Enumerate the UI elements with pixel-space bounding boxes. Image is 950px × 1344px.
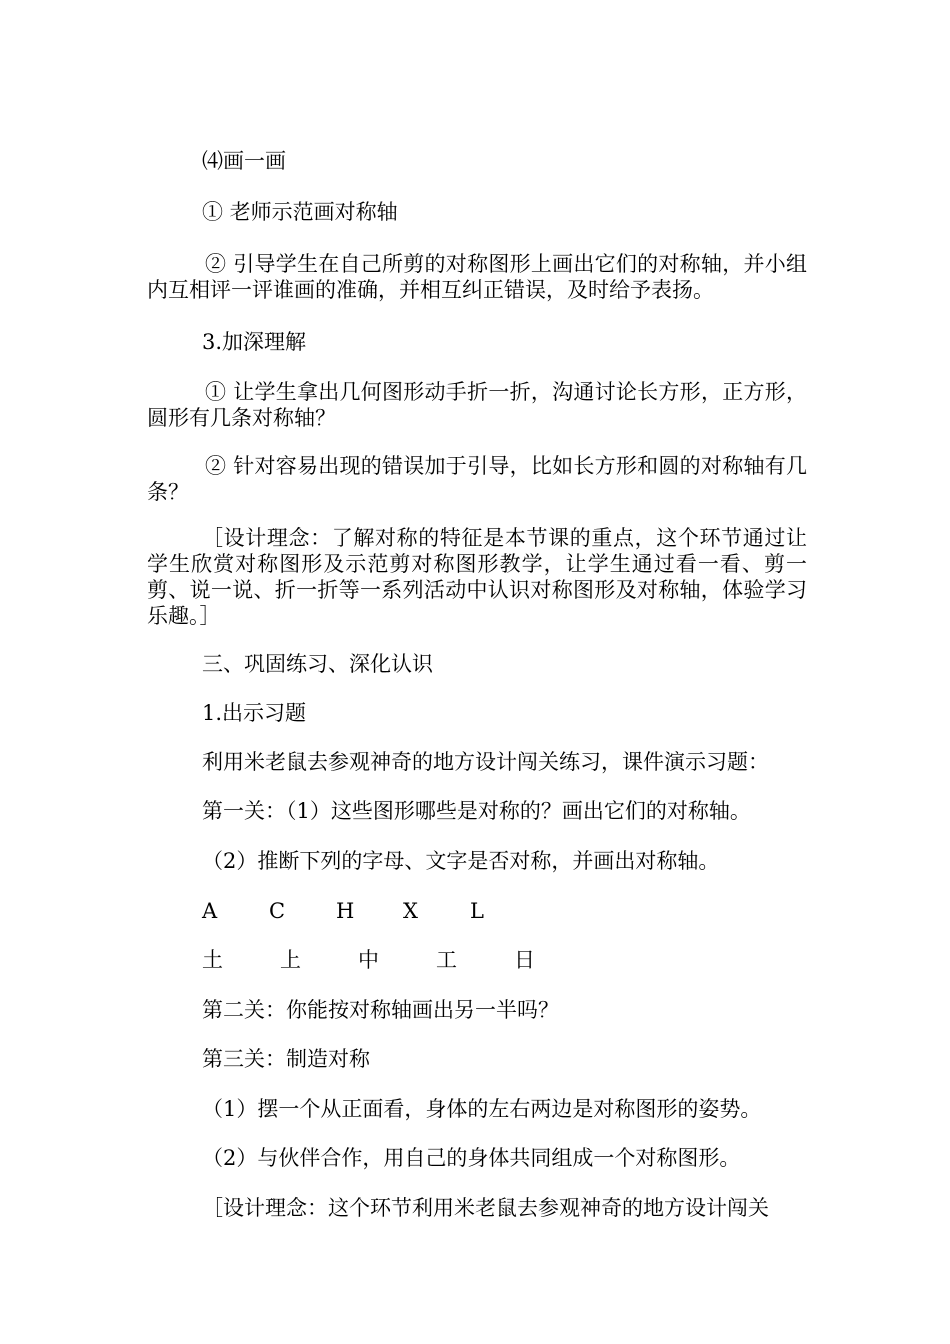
letter-item: H — [336, 899, 355, 923]
character-item: 工 — [436, 948, 457, 972]
paragraph-deepen-heading: 3.加深理解 — [202, 330, 307, 354]
paragraph-pose: （1）摆一个从正面看，身体的左右两边是对称图形的姿势。 — [202, 1097, 762, 1121]
character-item: 土 — [202, 948, 223, 972]
paragraph-level-one: 第一关：（1）这些图形哪些是对称的？画出它们的对称轴。 — [202, 799, 751, 823]
character-item: 中 — [358, 948, 379, 972]
paragraph-mickey-levels: 利用米老鼠去参观神奇的地方设计闯关练习，课件演示习题： — [202, 750, 769, 774]
paragraph-level-two: 第二关：你能按对称轴画出另一半吗？ — [202, 998, 559, 1022]
letter-row — [202, 898, 537, 924]
paragraph-level-three: 第三关：制造对称 — [202, 1047, 370, 1071]
letter-item: L — [470, 899, 484, 923]
letter-item: X — [403, 899, 418, 923]
paragraph-design-concept-1: ［设计理念：了解对称的特征是本节课的重点，这个环节通过让学生欣赏对称图形及示范剪对称图形教学，让学生通过看一看、剪一剪、说一说、折一折等一系列活动中认识对称图形及对称轴，体验学习乐趣。］ — [147, 526, 807, 628]
character-item: 日 — [514, 948, 535, 972]
paragraph-teacher-demo: ① 老师示范画对称轴 — [202, 200, 398, 224]
letter-item: C — [269, 899, 286, 923]
paragraph-judge-letters: （2）推断下列的字母、文字是否对称，并画出对称轴。 — [202, 849, 720, 873]
paragraph-guide-students: ② 引导学生在自己所剪的对称图形上画出它们的对称轴，并小组内互相评一评谁画的准确，并相互纠正错误，及时给予表扬。 — [147, 252, 807, 302]
paragraph-fold-shapes: ① 让学生拿出几何图形动手折一折，沟通讨论长方形，正方形，圆形有几条对称轴？ — [147, 380, 807, 430]
paragraph-design-concept-2: ［设计理念：这个环节利用米老鼠去参观神奇的地方设计闯关 — [202, 1196, 769, 1220]
letter-item: A — [202, 899, 218, 923]
paragraph-common-errors: ② 针对容易出现的错误加于引导，比如长方形和圆的对称轴有几条？ — [147, 454, 807, 504]
character-item: 上 — [280, 948, 301, 972]
section-heading-practice: 三、巩固练习、深化认识 — [202, 652, 433, 676]
paragraph-show-exercises: 1.出示习题 — [202, 701, 307, 725]
paragraph-partner: （2）与伙伴合作，用自己的身体共同组成一个对称图形。 — [202, 1146, 741, 1170]
paragraph-draw-step: ⑷画一画 — [202, 149, 286, 173]
character-row — [202, 947, 592, 973]
